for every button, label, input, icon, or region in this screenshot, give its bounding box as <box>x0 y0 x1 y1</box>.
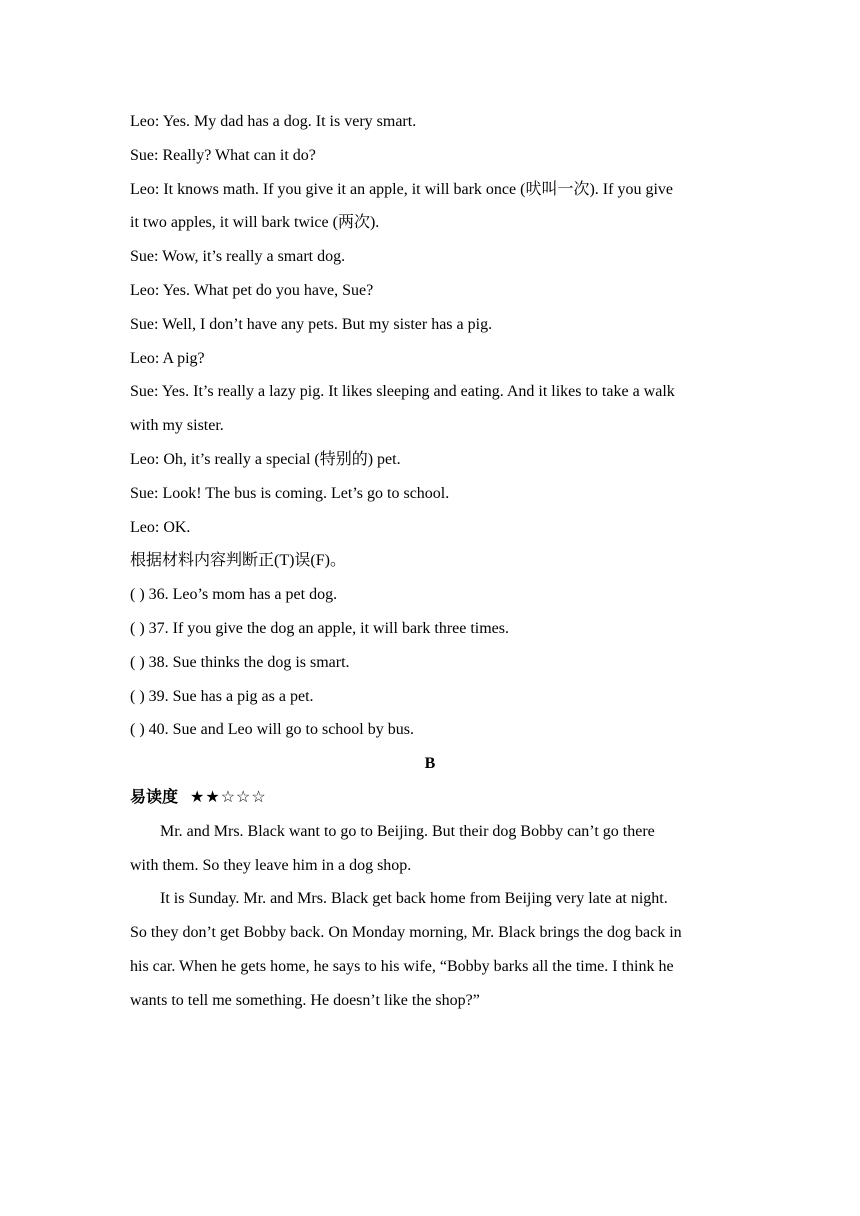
star-rating-icon: ★★☆☆☆ <box>190 788 267 806</box>
dialogue-line: Sue: Look! The bus is coming. Let’s go to school. <box>130 484 450 502</box>
dialogue-line: Sue: Really? What can it do? <box>130 146 316 164</box>
passage-line: wants to tell me something. He doesn’t like the shop?” <box>130 991 480 1009</box>
passage-line: his car. When he gets home, he says to his wife, “Bobby barks all the time. I think he <box>130 957 674 975</box>
dialogue-line: Leo: OK. <box>130 518 191 536</box>
question-item: ( ) 36. Leo’s mom has a pet dog. <box>130 586 338 604</box>
question-item: ( ) 40. Sue and Leo will go to school by bus. <box>130 721 414 739</box>
dialogue-line: Sue: Yes. It’s really a lazy pig. It likes sleeping and eating. And it likes to take a walk <box>130 383 675 401</box>
dialogue-line: Leo: Yes. What pet do you have, Sue? <box>130 281 374 299</box>
dialogue-line: Leo: A pig? <box>130 349 205 367</box>
difficulty-label: 易读度 <box>130 788 179 806</box>
instruction: 根据材料内容判断正(T)误(F)。 <box>130 552 346 570</box>
dialogue-line: it two apples, it will bark twice (两次). <box>130 214 380 232</box>
dialogue-line: Leo: Oh, it’s really a special (特别的) pet. <box>130 450 401 468</box>
dialogue-line: with my sister. <box>130 417 224 435</box>
dialogue-line: Sue: Well, I don’t have any pets. But my sister has a pig. <box>130 315 493 333</box>
passage-line: with them. So they leave him in a dog shop. <box>130 856 412 874</box>
dialogue-line: Sue: Wow, it’s really a smart dog. <box>130 248 346 266</box>
difficulty-rating <box>130 781 730 815</box>
question-item: ( ) 39. Sue has a pig as a pet. <box>130 687 314 705</box>
section-heading: B <box>424 755 436 773</box>
dialogue-line: Leo: It knows math. If you give it an apple, it will bark once (吠叫一次). If you give <box>130 180 673 198</box>
document-page <box>130 105 730 1018</box>
question-item: ( ) 38. Sue thinks the dog is smart. <box>130 653 350 671</box>
passage-line: Mr. and Mrs. Black want to go to Beijing. But their dog Bobby can’t go there <box>160 822 655 840</box>
dialogue-line: Leo: Yes. My dad has a dog. It is very smart. <box>130 113 417 130</box>
passage-line: It is Sunday. Mr. and Mrs. Black get back home from Beijing very late at night. <box>160 890 668 908</box>
passage-line: So they don’t get Bobby back. On Monday morning, Mr. Black brings the dog back in <box>130 924 682 942</box>
question-item: ( ) 37. If you give the dog an apple, it will bark three times. <box>130 619 510 637</box>
